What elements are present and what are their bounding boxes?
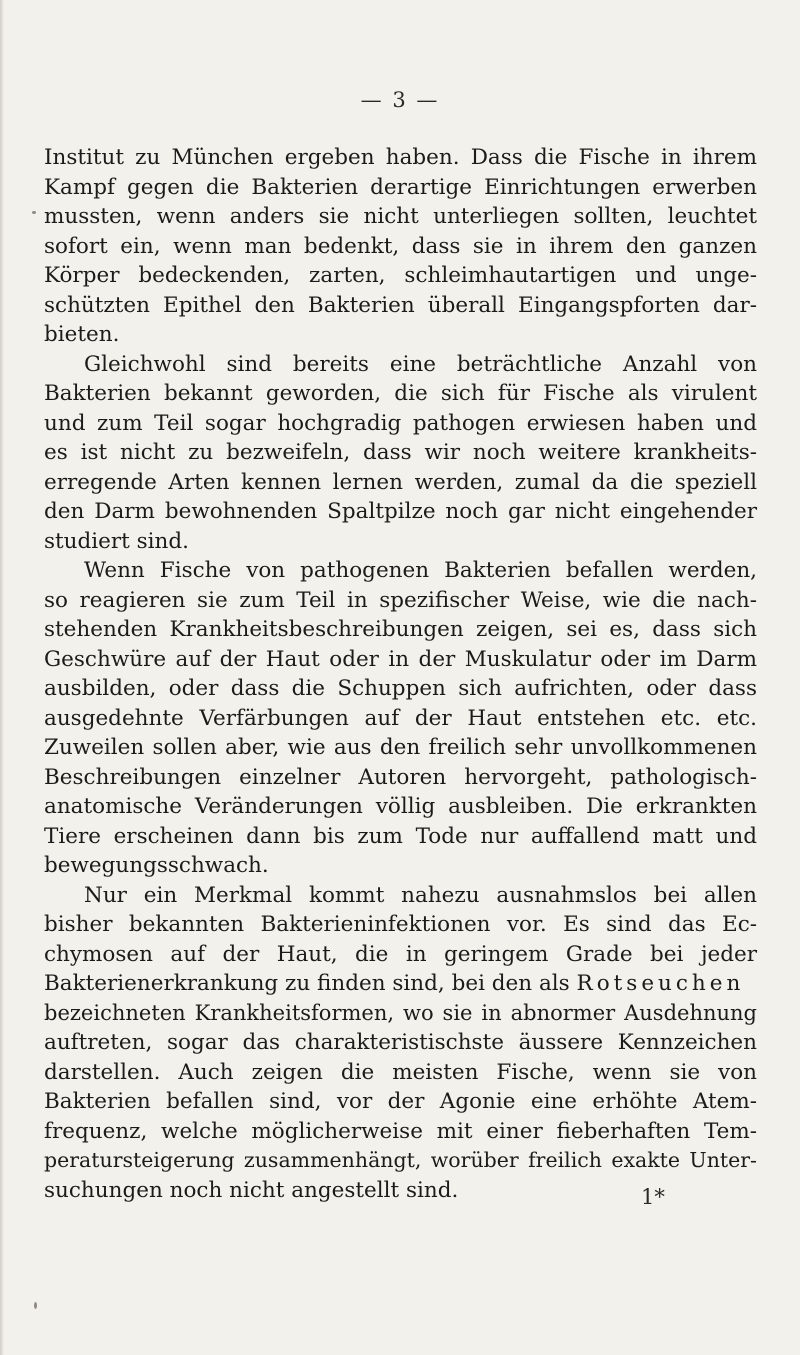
text-line: stehenden Krankheitsbeschreibungen zeigen, sei es, dass sich [44, 617, 757, 642]
text-line: bisher bekannten Bakterieninfektionen vor. Es sind das Ec- [44, 912, 757, 937]
text-line: Bakterien bekannt geworden, die sich für Fische als virulent [44, 381, 757, 406]
paragraph-start: Wenn Fische von pathogenen Bakterien befallen werden, [84, 558, 757, 583]
text-line: bieten. [44, 322, 120, 347]
page-edge-shadow [0, 0, 4, 1355]
text-line: Körper bedeckenden, zarten, schleimhautartigen und unge- [44, 263, 757, 288]
text-line: bezeichneten Krankheitsformen, wo sie in abnormer Ausdehnung [44, 1000, 757, 1025]
text-line: Beschreibungen einzelner Autoren hervorgeht, pathologisch- [44, 764, 757, 790]
paper-speck [34, 1302, 37, 1309]
text-line: bewegungsschwach. [44, 853, 269, 878]
text-line: es ist nicht zu bezweifeln, dass wir noch weitere krankheits- [44, 440, 757, 465]
text-line: mussten, wenn anders sie nicht unterliegen sollten, leuchtet [44, 204, 757, 229]
text-line: Kampf gegen die Bakterien derartige Einrichtungen erwerben [44, 174, 757, 200]
text-line: anatomische Veränderungen völlig ausbleiben. Die erkrankten [44, 794, 757, 819]
paragraph-start: Nur ein Merkmal kommt nahezu ausnahmslos bei allen [84, 882, 757, 908]
body-text [44, 143, 757, 1205]
text-line: Zuweilen sollen aber, wie aus den freilich sehr unvollkommenen [44, 735, 757, 760]
signature-mark: 1* [641, 1185, 665, 1209]
text-line: schützten Epithel den Bakterien überall Eingangspforten dar- [44, 292, 757, 318]
text-line: den Darm bewohnenden Spaltpilze noch gar nicht eingehender [44, 499, 757, 524]
text-line: ausbilden, oder dass die Schuppen sich aufrichten, oder dass [44, 676, 757, 701]
text-line: suchungen noch nicht angestellt sind. [44, 1177, 459, 1203]
text-line: auftreten, sogar das charakteristischste äussere Kennzeichen [44, 1030, 757, 1055]
text-line: Bakterien befallen sind, vor der Agonie eine erhöhte Atem- [44, 1089, 757, 1114]
text-line [44, 969, 757, 999]
text-line: chymosen auf der Haut, die in geringem Grade bei jeder [44, 941, 757, 967]
text-line: frequenz, welche möglicherweise mit einer fieberhaften Tem- [44, 1118, 757, 1144]
text-line: und zum Teil sogar hochgradig pathogen erwiesen haben und [44, 410, 757, 436]
text-line: sofort ein, wenn man bedenkt, dass sie in ihrem den ganzen [44, 233, 757, 259]
text-line: erregende Arten kennen lernen werden, zumal da die speziell [44, 469, 757, 495]
text-line: Tiere erscheinen dann bis zum Tode nur auffallend matt und [44, 823, 757, 849]
text-line: Geschwüre auf der Haut oder in der Muskulatur oder im Darm [44, 646, 757, 672]
text-line: studiert sind. [44, 528, 189, 554]
paragraph-start: Gleichwohl sind bereits eine beträchtliche Anzahl von [84, 351, 757, 377]
text-line: darstellen. Auch zeigen die meisten Fische, wenn sie von [44, 1059, 757, 1085]
text-line: Institut zu München ergeben haben. Dass die Fische in ihrem [44, 145, 757, 170]
emphasized-term: Rotseuchen [576, 971, 745, 996]
text-line: so reagieren sie zum Teil in spezifischer Weise, wie die nach- [44, 587, 757, 613]
paper-speck [32, 211, 36, 214]
page-number: — 3 — [360, 88, 440, 112]
text-segment: Bakterienerkrankung zu finden sind, bei den als [44, 971, 570, 996]
text-line: peratursteigerung zusammenhängt, worüber freilich exakte Unter- [44, 1148, 757, 1172]
text-line: ausgedehnte Verfärbungen auf der Haut entstehen etc. etc. [44, 705, 757, 731]
